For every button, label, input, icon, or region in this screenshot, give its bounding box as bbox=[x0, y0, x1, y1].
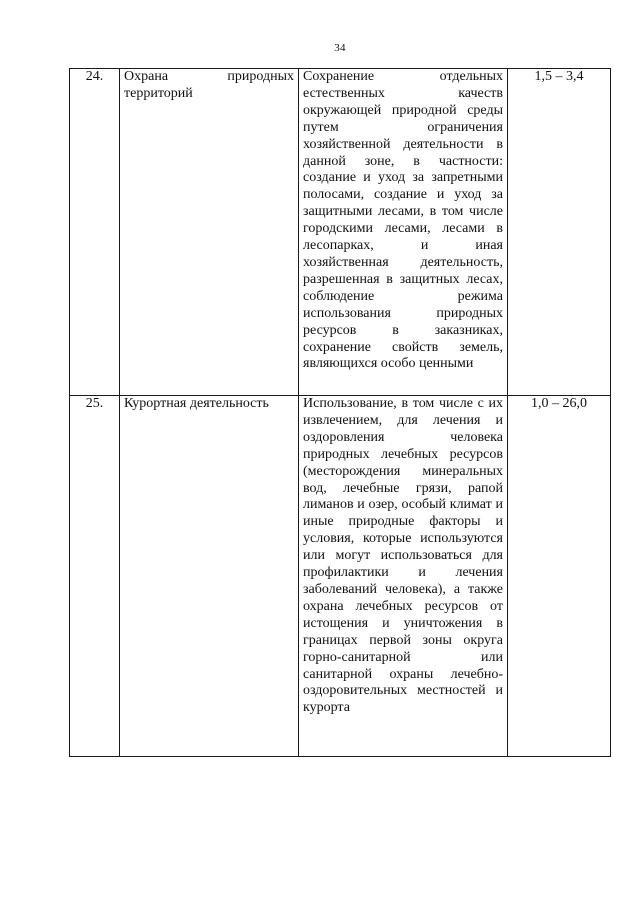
activity-name: Курортная деятельность bbox=[120, 396, 299, 757]
activity-description: Использование, в том числе с их извлечением, для лечения и оздоровления человека природных лечебных ресурсов (месторождения минеральных вод, лечебные грязи, рапой лиманов и озер, особый климат и иные природные факторы и условия, которые используются или могут использоваться для профилактики и лечения заболеваний человека), а также охрана лечебных ресурсов от истощения и уничтожения в границах первой зоны округа горно-санитарной или санитарной охраны лечебно-оздоровительных местностей и курорта bbox=[299, 396, 508, 757]
table-row bbox=[70, 396, 611, 757]
page-number: 34 bbox=[334, 42, 346, 54]
coefficient-range: 1,5 – 3,4 bbox=[508, 69, 611, 396]
row-number: 24. bbox=[70, 69, 120, 396]
land-use-table bbox=[69, 68, 611, 757]
activity-name: Охрана природных территорий bbox=[120, 69, 299, 396]
activity-description: Сохранение отдельных естественных качеств окружающей природной среды путем ограничения хозяйственной деятельности в данной зоне, в частности: создание и уход за запретными полосами, создание и уход за защитными лесами, в том числе городскими лесами, лесами в лесопарках, и иная хозяйственная деятельность, разрешенная в защитных лесах, соблюдение режима использования природных ресурсов в заказниках, сохранение свойств земель, являющихся особо ценными bbox=[299, 69, 508, 396]
row-number: 25. bbox=[70, 396, 120, 757]
table-row bbox=[70, 69, 611, 396]
coefficient-range: 1,0 – 26,0 bbox=[508, 396, 611, 757]
